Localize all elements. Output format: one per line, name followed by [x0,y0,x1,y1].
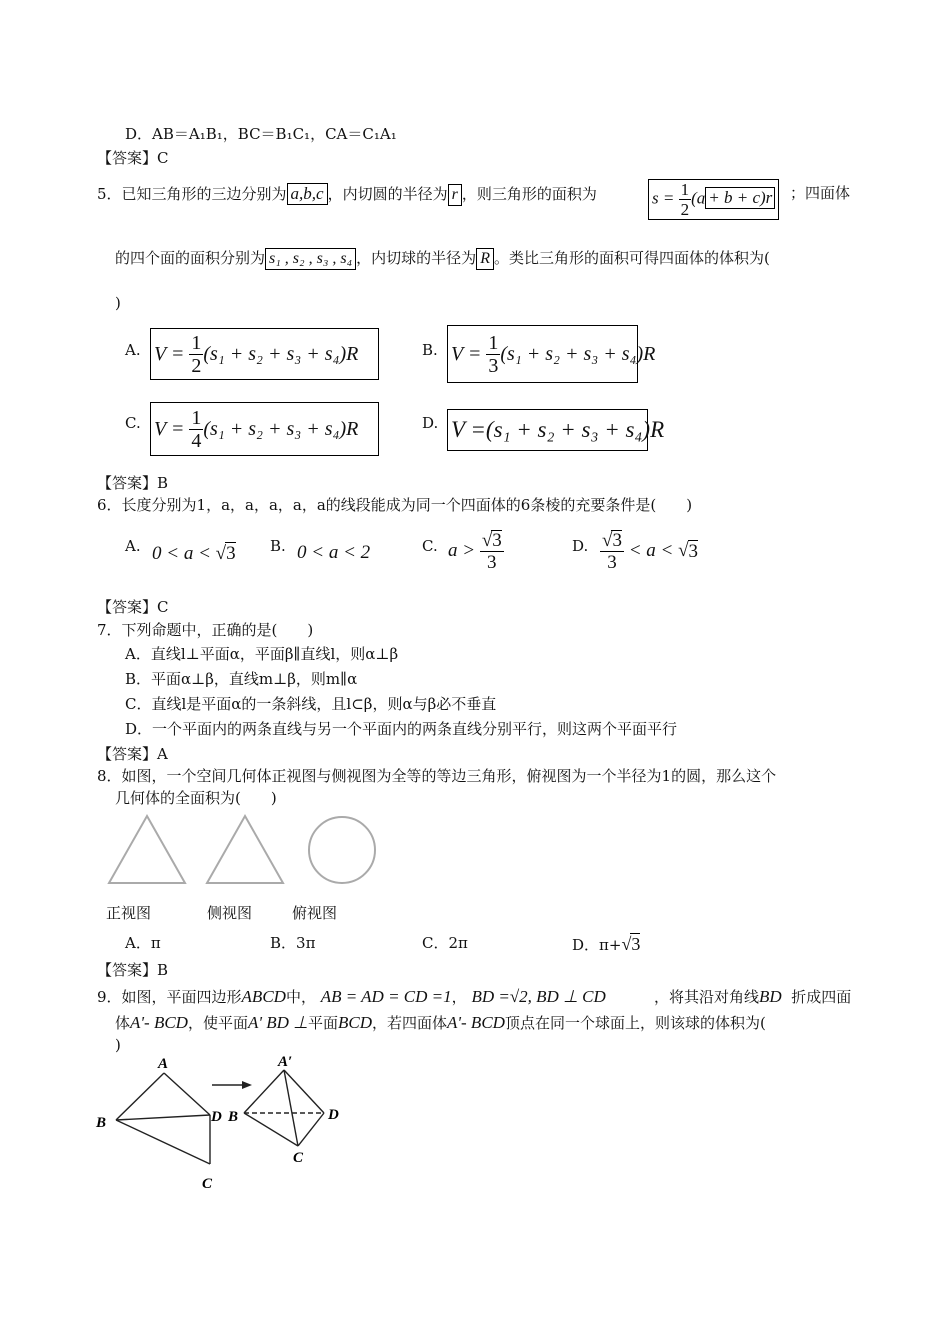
q6-option-c: a > $\frac{√3}{3}$ [448,530,502,573]
q5-math-abc: a,b,c [287,183,328,205]
q6-option-b: 0 < a < 2 [297,542,371,563]
q5-option-a: V = $\frac{1}{2}$ (s₁ + s₂ + s₃ + s₄)R [150,328,379,380]
q6-answer: 【答案】C [97,598,169,616]
q4-answer: 【答案】C [97,149,169,167]
q8-option-b: B．3π [270,934,316,952]
top-view-label: 俯视图 [292,905,338,922]
label-B-right: B [228,1109,239,1125]
label-D-right: D [328,1107,339,1123]
q7-option-d: D．一个平面内的两条直线与另一个平面内的两条直线分别平行，则这两个平面平行 [125,720,678,738]
front-view-triangle [109,816,185,883]
label-C-right: C [293,1150,304,1166]
q5-math-R: R [476,248,494,270]
q4-option-d: D．AB＝A₁B₁，BC＝B₁C₁，CA＝C₁A₁ [125,125,397,143]
q5-option-c: V = $\frac{1}{4}$ (s₁ + s₂ + s₃ + s₄)R [150,402,379,456]
q6-option-a: 0 < a < √3 [152,543,236,564]
side-view-label: 侧视图 [207,905,253,922]
q5-math-faces: s₁ , s₂ , s₃ , s₄ [265,248,356,270]
q7-stem: 7．下列命题中，正确的是( ) [97,621,314,639]
q9-stem-line1-tail: ，将其沿对角线BD 折成四面 [654,987,852,1006]
label-B: B [96,1115,107,1131]
q8-three-views-figure [100,810,390,890]
q9-stem-line1: 9．如图，平面四边形ABCD中， AB = AD = CD =1， BD =√2, BD ⊥ CD [97,987,606,1006]
label-A-prime: A′ [278,1054,293,1070]
side-view-triangle [207,816,283,883]
q5-answer: 【答案】B [97,474,169,492]
label-A: A [158,1056,169,1072]
label-C: C [202,1176,213,1192]
q5-option-d: V =(s₁ + s₂ + s₃ + s₄)R [447,409,648,451]
q6-option-b-label: B. [270,537,286,555]
q5-option-c-label: C. [125,414,141,432]
front-view-label: 正视图 [106,905,152,922]
q6-option-d-label: D. [572,537,589,555]
q5-stem-line2: 的四个面的面积分别为 s₁ , s₂ , s₃ , s₄ ，内切球的半径为 R 。类比三角形的面积可得四面体的体积为( [115,248,770,270]
label-D: D [211,1109,222,1125]
q5-option-d-label: D. [422,414,439,432]
q7-option-a: A．直线l⊥平面α，平面β∥直线l，则α⊥β [125,645,399,663]
q7-option-c: C．直线l是平面α的一条斜线，且l⊂β，则α与β必不垂直 [125,695,497,713]
q8-answer: 【答案】B [97,961,169,979]
q7-answer: 【答案】A [97,745,168,763]
top-view-circle [309,817,375,883]
q5-stem-line1: 5．已知三角形的三边分别为 a,b,c ，内切圆的半径为 r ，则三角形的面积为 [97,183,597,206]
q7-option-b: B．平面α⊥β，直线m⊥β，则m∥α [125,670,358,688]
q9-stem-line2: 体A'- BCD，使平面A' BD ⊥平面BCD，若四面体A'- BCD顶点在同一个球面上，则该球的体积为( [115,1013,766,1032]
q6-option-a-label: A. [125,537,141,555]
q8-option-c: C．2π [422,934,468,952]
q6-option-d: $\frac{√3}{3}$ < a < √ 3 [602,530,699,573]
q6-stem: 6．长度分别为1，a，a，a，a，a的线段能成为同一个四面体的6条棱的充要条件是( ) [97,496,693,514]
q9-stem-line3: ) [115,1036,121,1054]
q5-math-r: r [448,184,462,206]
q8-stem-line1: 8．如图，一个空间几何体正视图与侧视图为全等的等边三角形，俯视图为一个半径为1的圆，那么这个 [97,767,777,785]
q6-option-c-label: C. [422,537,438,555]
q5-area-formula: s = $\frac{1}{2}$ (a + b + c)r [648,179,779,220]
q5-stem-line1-tail: ；四面体 [790,184,851,202]
q5-stem-line3: ) [115,294,121,312]
q9-folding-figure [90,1048,360,1193]
q5-option-b: V = $\frac{1}{3}$ (s₁ + s₂ + s₃ + s₄)R [447,325,638,383]
q8-option-d: D．π+√3 [572,934,641,954]
q5-option-a-label: A. [125,341,141,359]
q8-stem-line2: 几何体的全面积为( ) [115,789,277,807]
q5-option-b-label: B. [422,341,438,359]
q8-option-a: A．π [125,934,161,952]
